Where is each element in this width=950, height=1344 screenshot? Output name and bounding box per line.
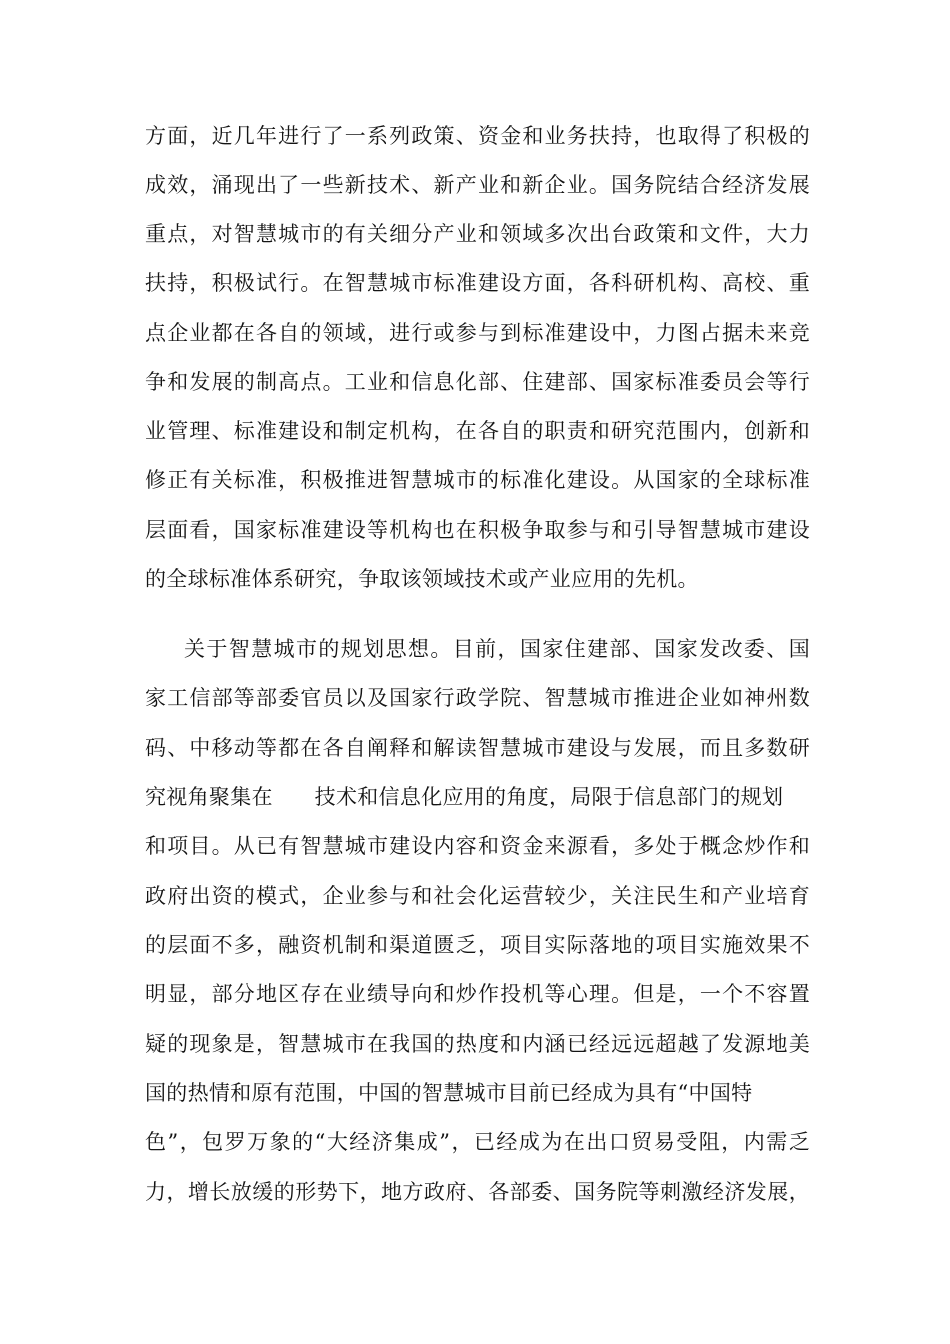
paragraph-1-line: 扶持，积极试行。在智慧城市标准建设方面，各科研机构、高校、重 (145, 271, 810, 295)
paragraph-1-line: 修正有关标准，积极推进智慧城市的标准化建设。从国家的全球标准 (145, 468, 810, 492)
paragraph-2-line: 的层面不多，融资机制和渠道匮乏，项目实际落地的项目实施效果不 (145, 933, 810, 957)
paragraph-2-line: 国的热情和原有范围，中国的智慧城市目前已经成为具有“中国特 (145, 1081, 753, 1105)
paragraph-2-line: 关于智慧城市的规划思想。目前，国家住建部、国家发改委、国 (184, 637, 810, 661)
paragraph-2-line: 力，增长放缓的形势下，地方政府、各部委、国务院等刺激经济发展， (145, 1180, 810, 1204)
paragraph-1-line: 方面，近几年进行了一系列政策、资金和业务扶持，也取得了积极的 (145, 124, 810, 148)
paragraph-2-line: 疑的现象是，智慧城市在我国的热度和内涵已经远远超越了发源地美 (145, 1032, 810, 1056)
paragraph-2-line: 家工信部等部委官员以及国家行政学院、智慧城市推进企业如神州数 (145, 686, 810, 710)
paragraph-2-line: 色”，包罗万象的“大经济集成”，已经成为在出口贸易受阻，内需乏 (145, 1130, 810, 1154)
paragraph-1-line: 争和发展的制高点。工业和信息化部、住建部、国家标准委员会等行 (145, 370, 810, 394)
paragraph-1-line: 业管理、标准建设和制定机构，在各自的职责和研究范围内，创新和 (145, 419, 810, 443)
paragraph-1-line: 点企业都在各自的领域，进行或参与到标准建设中，力图占据未来竞 (145, 321, 810, 345)
paragraph-2-line: 明显，部分地区存在业绩导向和炒作投机等心理。但是，一个不容置 (145, 982, 810, 1006)
paragraph-2-line: 政府出资的模式，企业参与和社会化运营较少，关注民生和产业培育 (145, 884, 810, 908)
paragraph-1-line: 的全球标准体系研究，争取该领域技术或产业应用的先机。 (145, 567, 699, 591)
paragraph-2-line: 和项目。从已有智慧城市建设内容和资金来源看，多处于概念炒作和 (145, 834, 810, 858)
paragraph-1-line: 成效，涌现出了一些新技术、新产业和新企业。国务院结合经济发展 (145, 173, 810, 197)
paragraph-1-line: 层面看，国家标准建设等机构也在积极争取参与和引导智慧城市建设 (145, 518, 810, 542)
paragraph-2-line: 究视角聚集在 技术和信息化应用的角度，局限于信息部门的规划 (145, 785, 784, 809)
paragraph-1-line: 重点，对智慧城市的有关细分产业和领域多次出台政策和文件，大力 (145, 222, 810, 246)
paragraph-2-line: 码、中移动等都在各自阐释和解读智慧城市建设与发展，而且多数研 (145, 736, 810, 760)
